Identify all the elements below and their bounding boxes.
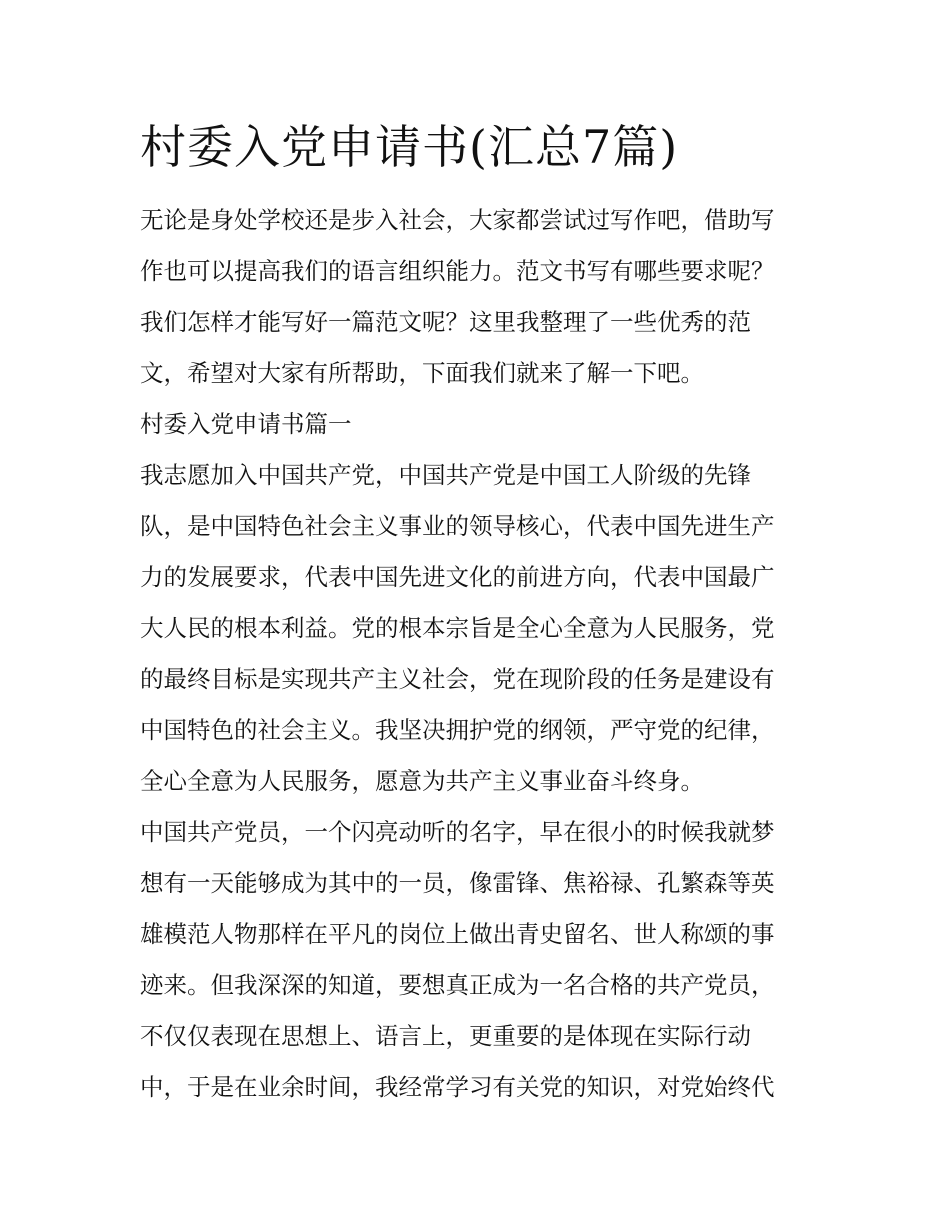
- body-line-7: 全心全意为人民服务，愿意为共产主义事业奋斗终身。: [140, 767, 704, 795]
- section-heading: 村委入党申请书篇一: [140, 410, 352, 438]
- intro-line-4: 文，希望对大家有所帮助，下面我们就来了解一下吧。: [140, 359, 704, 387]
- body-line-2: 队，是中国特色社会主义事业的领导核心，代表中国先进生产: [140, 512, 775, 540]
- body-line-11: 迹来。但我深深的知道，要想真正成为一名合格的共产党员，: [140, 971, 775, 999]
- intro-line-2: 作也可以提高我们的语言组织能力。范文书写有哪些要求呢？: [140, 257, 775, 285]
- body-line-4: 大人民的根本利益。党的根本宗旨是全心全意为人民服务，党: [140, 614, 775, 642]
- body-line-9: 想有一天能够成为其中的一员，像雷锋、焦裕禄、孔繁森等英: [140, 869, 775, 897]
- intro-line-1: 无论是身处学校还是步入社会，大家都尝试过写作吧，借助写: [140, 206, 775, 234]
- body-line-8: 中国共产党员，一个闪亮动听的名字，早在很小的时候我就梦: [140, 818, 775, 846]
- body-line-1: 我志愿加入中国共产党，中国共产党是中国工人阶级的先锋: [140, 461, 751, 489]
- document-title: 村委入党申请书(汇总7篇): [140, 120, 679, 174]
- intro-line-3: 我们怎样才能写好一篇范文呢？这里我整理了一些优秀的范: [140, 308, 751, 336]
- body-line-10: 雄模范人物那样在平凡的岗位上做出青史留名、世人称颂的事: [140, 920, 775, 948]
- body-line-13: 中，于是在业余时间，我经常学习有关党的知识，对党始终代: [140, 1073, 775, 1101]
- body-line-5: 的最终目标是实现共产主义社会，党在现阶段的任务是建设有: [140, 665, 775, 693]
- body-line-6: 中国特色的社会主义。我坚决拥护党的纲领，严守党的纪律，: [140, 716, 775, 744]
- body-line-3: 力的发展要求，代表中国先进文化的前进方向，代表中国最广: [140, 563, 775, 591]
- body-line-12: 不仅仅表现在思想上、语言上，更重要的是体现在实际行动: [140, 1022, 751, 1050]
